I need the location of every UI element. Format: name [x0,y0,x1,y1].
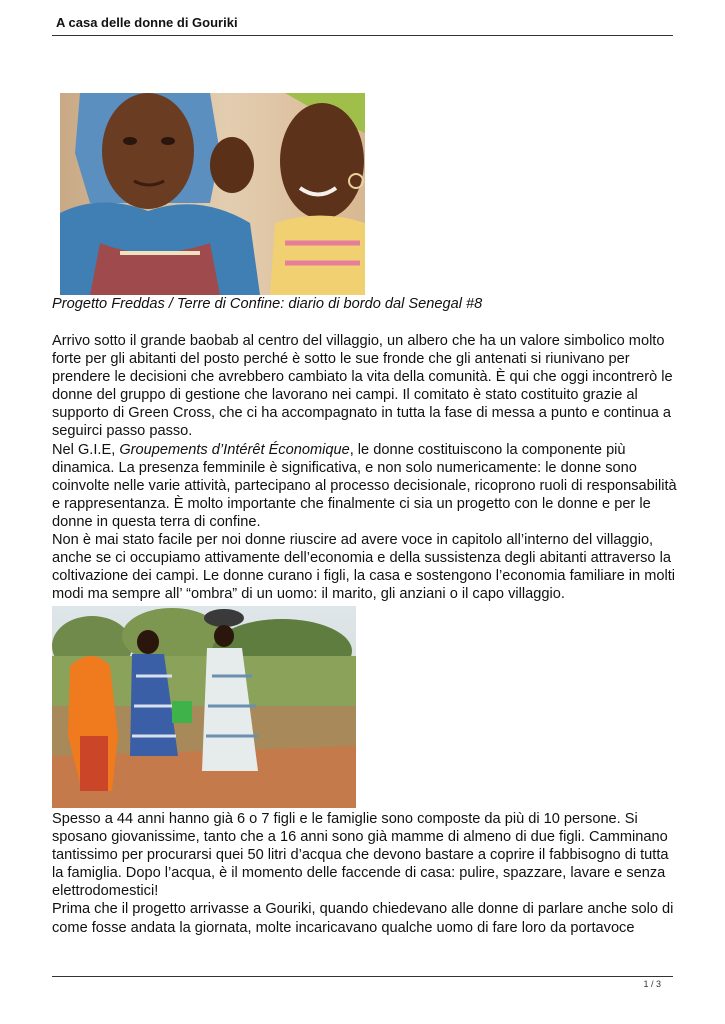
page-number: 1 / 3 [643,979,661,989]
text-span: Nel G.I.E, [52,441,120,458]
photo-women-walking [52,606,356,808]
paragraph: Arrivo sotto il grande baobab al centro del villaggio, un albero che ha un valore simbolico molto forte per gli abitanti del posto perché è sotto le sue fronde che gli antenati si riunivano per prendere le decisioni che avrebbero cambiato la vita della comunità. È qui che oggi incontrerò le donne del gruppo di gestione che lavorano nei campi. Il comitato è stato costituito grazie al supporto di Green Cross, che ci ha accompagnato in tutta la fase di messa a punto e continua a seguirci passo passo. [52,333,673,440]
paragraph: Non è mai stato facile per noi donne riuscire ad avere voce in capitolo all’interno del villaggio, anche se ci occupiamo attivamente dell’economia e della sussistenza degli abitanti attraverso la coltivazione dei campi. Le donne curano i figli, la casa e sostengono l’economia familiare in molti modi ma sempre all’ “ombra” di un uomo: il marito, gli anziani o il capo villaggio. [52,532,676,603]
photo-caption: Progetto Freddas / Terre di Confine: diario di bordo dal Senegal #8 [52,296,483,312]
page-header-title: A casa delle donne di Gouriki [56,15,238,30]
paragraph: Prima che il progetto arrivasse a Gouriki, quando chiedevano alle donne di parlare anche solo di come fosse andata la giornata, molte incaricavano qualche uomo di fare loro da portavoce [52,901,674,936]
article-text-block-2 [52,810,677,937]
paragraph [52,441,677,531]
header-divider [52,35,673,36]
paragraph: Spesso a 44 anni hanno già 6 o 7 figli e le famiglie sono composte da più di 10 persone. Si sposano giovanissime, tanto che a 16 anni sono già mamme di almeno di due figli. Camminano tantissimo per procurarsi quei 50 litri d’acqua che devono bastare a coprire il fabbisogno di tutta la famiglia. Dopo l’acqua, è il momento delle faccende di casa: pulire, spazzare, lavare e senza elettrodomestici! [52,811,669,900]
italic-term: Groupements d’Intérêt Économique [119,441,350,458]
footer-divider [52,976,673,977]
article-text-block-1 [52,332,677,603]
photo-two-women [60,93,365,295]
text-span: , le donne costituiscono la componente più dinamica. La presenza femminile è significativa, e non solo numericamente: le donne sono coinvolte nelle varie attività, partecipano al processo decisionale, ricoprono ruoli di responsabilità e rappresentanza. È molto importante che finalmente ci sia un progetto con le donne e per le donne in questa terra di confine. [52,441,677,530]
